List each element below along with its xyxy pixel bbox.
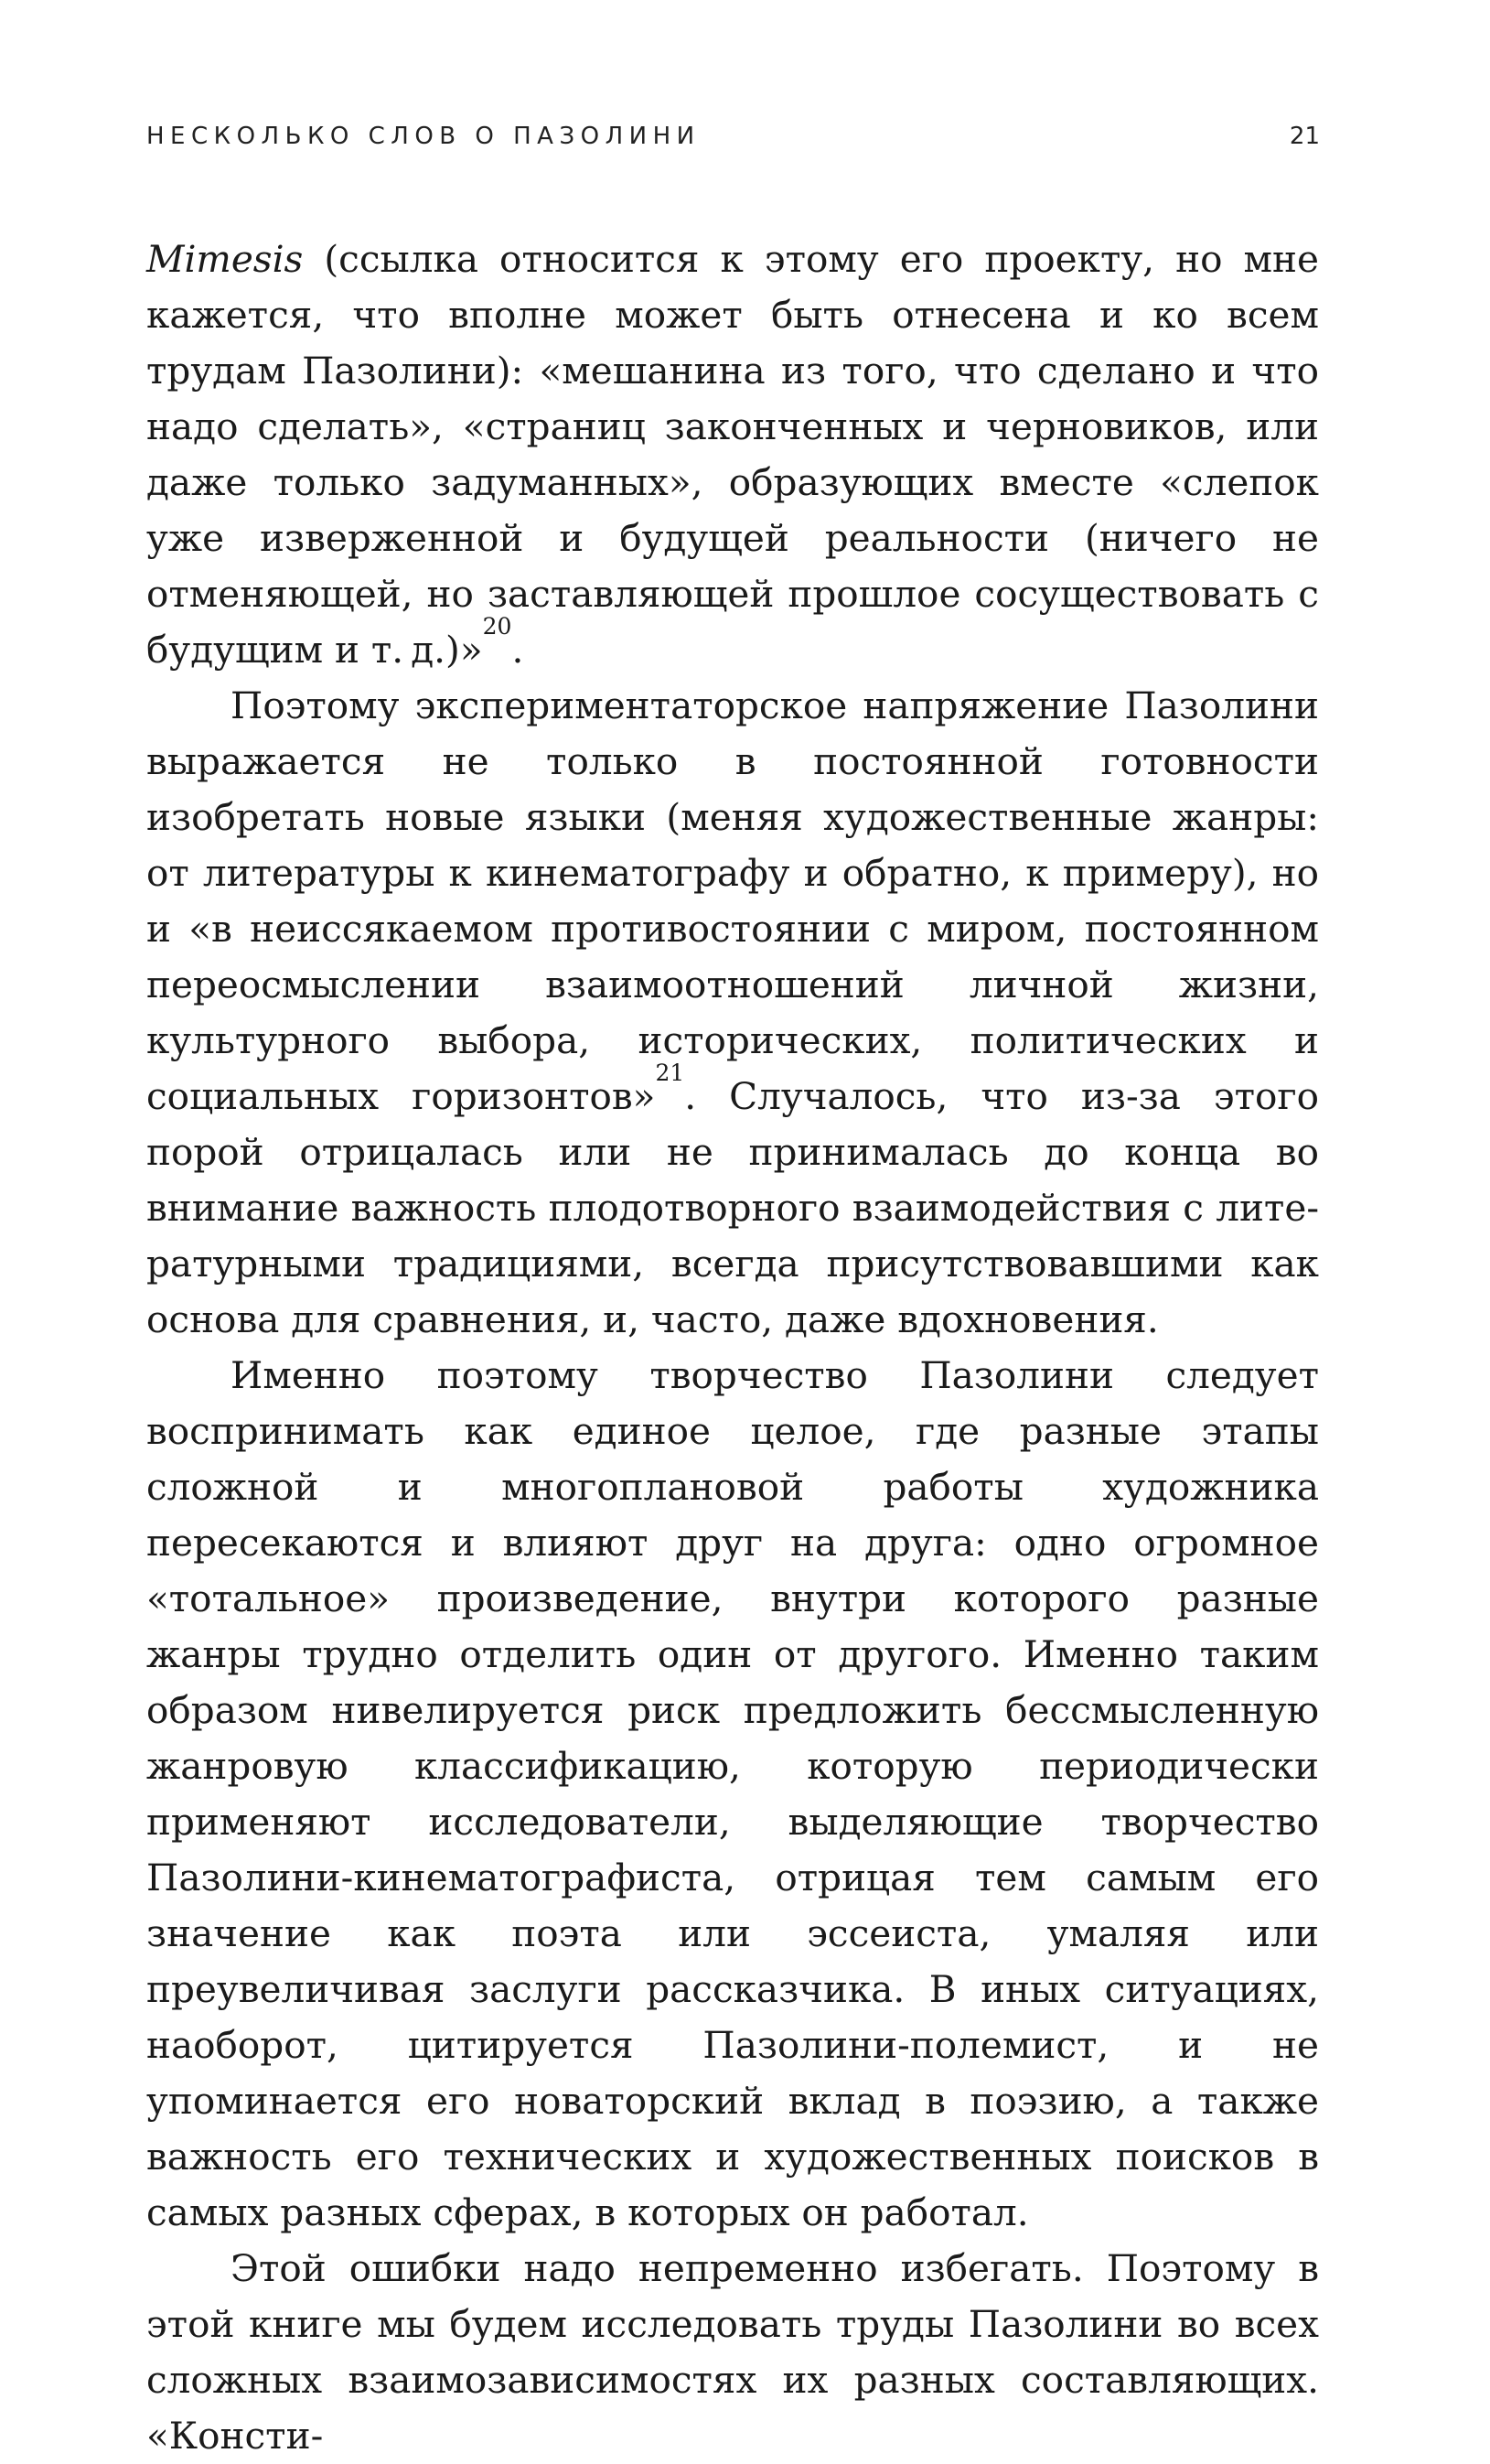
body-text	[146, 231, 1319, 2464]
paragraph-4: Этой ошибки надо непременно избегать. Поэтому в этой книге мы будем исследовать труды Пазолини во всех сложных взаимозависимостях их разных составляющих. «Консти-	[146, 2246, 1319, 2458]
paragraph-3: Именно поэтому творчество Пазолини следует воспринимать как единое целое, где разные этапы сложной и многоплановой работы художника пересекаются и влияют друг на друга: одно огромное «тотальное» произведение, внутри которого разные жанры трудно отделить один от другого. Именно таким образом нивелируется риск предложить бессмысленную жанровую классификацию, которую периодически применяют исследователи, выделяющие творчество Пазолини-кинематографиста, отрицая тем самым его значение как поэта или эссеиста, умаляя или преувеличивая заслуги рассказчика. В иных ситуациях, наоборот, цитируется Пазолини-полемист, и не упоминается его новаторский вклад в поэзию, а также важность его технических и художественных поисков в самых разных сферах, в которых он работал.	[146, 1353, 1319, 2234]
paragraph-2	[146, 678, 1319, 1348]
footnote-ref-20[interactable]: 20	[482, 612, 512, 640]
paragraph-2-end: . Случалось, что из-за этого порой отрицалась или не принималась до конца во внимание важность плодотворного взаимодействия с литературными традициями, всегда присутствовавшими как основа для сравнения, и, часто, даже вдохновения.	[146, 1074, 1319, 1341]
paragraph-1-text: (ссылка относится к этому его проекту, но мне кажется, что вполне может быть отнесена и ко всем трудам Пазолини): «мешанина из того, что сделано и что надо сделать», «страниц законченных и черновиков, или даже только задуманных», образующих вместе «слепок уже изверженной и будущей реальности (ничего не отменяющей, но заставляющей прошлое сосуществовать с будущим и т. д.)»	[146, 237, 1319, 672]
paragraph-1	[146, 231, 1319, 678]
paragraph-2-text: Поэтому экспериментаторское напряжение Пазолини выражается не только в постоянной готовности изобретать новые языки (меняя художественные жанры: от литературы к кинематографу и обратно, к примеру), но и «в неиссякаемом противостоянии с миром, постоянном переосмыслении взаимоотношений личной жизни, культурного выбора, исторических, политических и социальных горизонтов»	[146, 683, 1319, 1118]
page-number: 21	[1289, 123, 1320, 150]
footnote-ref-21[interactable]: 21	[655, 1059, 685, 1086]
italic-title: Mimesis	[146, 237, 304, 281]
paragraph-1-end: .	[511, 628, 524, 672]
running-title: НЕСКОЛЬКО СЛОВ О ПАЗОЛИНИ	[146, 123, 701, 150]
